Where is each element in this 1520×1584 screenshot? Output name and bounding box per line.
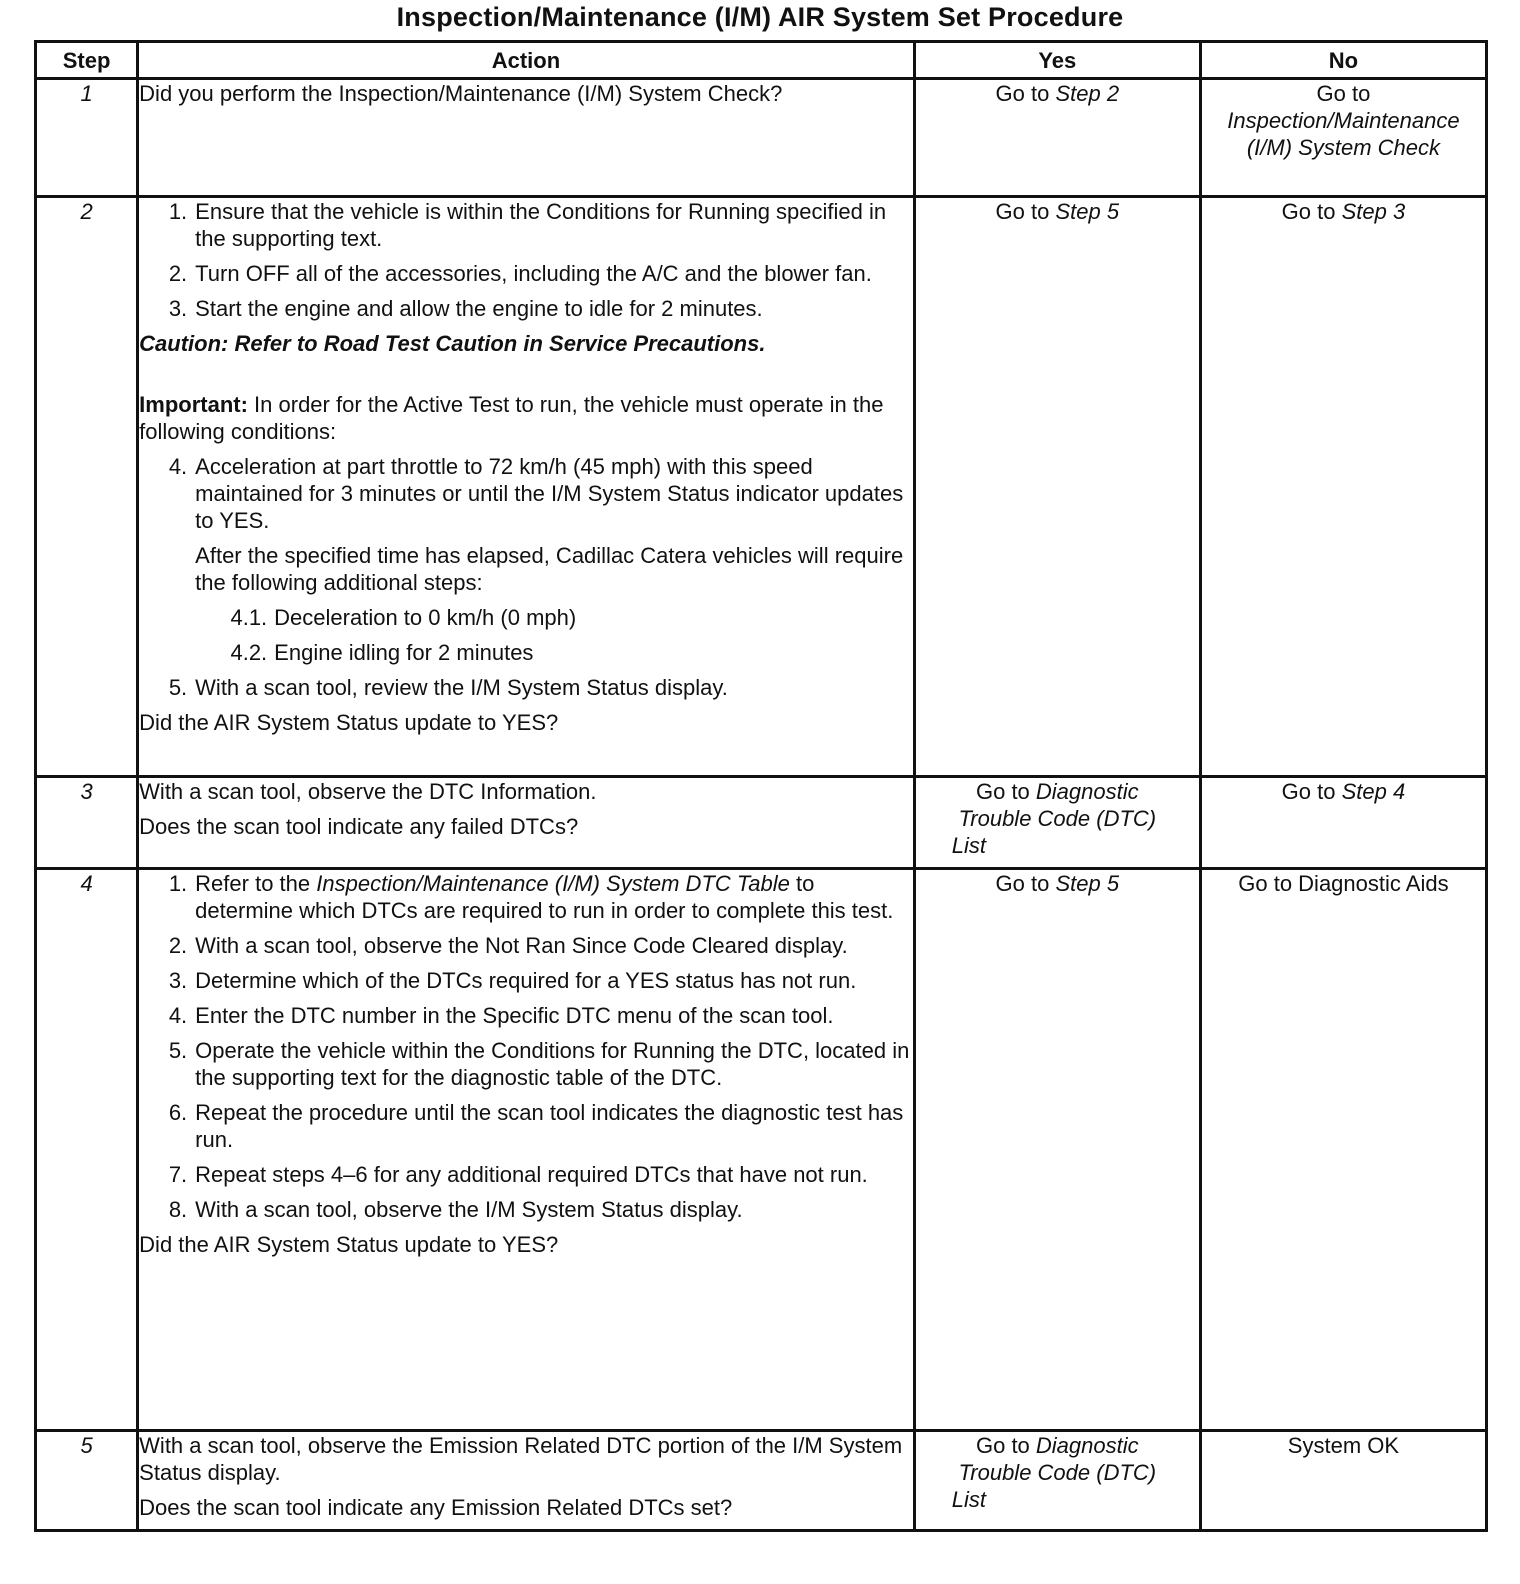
item-text: Engine idling for 2 minutes	[274, 640, 534, 665]
action-cell	[138, 777, 915, 869]
item-text: Refer to the	[195, 871, 317, 896]
list-item	[139, 198, 913, 252]
item-text: to determine which DTCs are required to run in order to complete this test.	[195, 871, 894, 923]
no-prefix: Go to	[1281, 779, 1342, 804]
item-text: Turn OFF all of the accessories, including the A/C and the blower fan.	[195, 261, 872, 286]
list-item	[139, 260, 913, 287]
item-number: 5.	[168, 1038, 188, 1063]
yes-link[interactable]: List	[951, 833, 986, 858]
no-prefix: Go to	[1281, 199, 1342, 224]
action-cell	[138, 79, 915, 197]
yes-cell	[914, 777, 1200, 869]
item-number: 5.	[168, 675, 188, 700]
item-text: Enter the DTC number in the Specific DTC menu of the scan tool.	[195, 1003, 834, 1028]
list-item	[139, 967, 913, 994]
list-item	[139, 604, 913, 631]
no-prefix: Go to	[1316, 81, 1371, 106]
step-list	[139, 198, 913, 322]
item-text: With a scan tool, observe the I/M System Status display.	[195, 1197, 743, 1222]
action-text: With a scan tool, observe the Emission Related DTC portion of the I/M System Status display.	[139, 1433, 903, 1485]
yes-prefix: Go to	[995, 199, 1056, 224]
yes-link[interactable]: Diagnostic	[1035, 779, 1139, 804]
item-number: 2.	[168, 933, 188, 958]
header-step: Step	[36, 42, 138, 79]
item-text: Determine which of the DTCs required for a YES status has not run.	[195, 968, 857, 993]
item-text: Acceleration at part throttle to 72 km/h (45 mph) with this speed maintained for 3 minutes or until the I/M System Status indicator updates to YES.	[195, 454, 904, 533]
yes-link[interactable]: Step 5	[1055, 871, 1120, 896]
list-item	[139, 639, 913, 666]
no-link[interactable]: Step 3	[1341, 199, 1406, 224]
yes-prefix: Go to	[995, 871, 1056, 896]
item-number: 4.1.	[230, 605, 268, 630]
item-number: 6.	[168, 1100, 188, 1125]
item-number: 4.	[168, 454, 188, 479]
table-row	[36, 1431, 1487, 1531]
item-number: 2.	[168, 261, 188, 286]
caution-note: Caution: Refer to Road Test Caution in Service Precautions.	[139, 331, 766, 356]
yes-prefix: Go to	[975, 1433, 1036, 1458]
no-cell	[1200, 79, 1486, 197]
no-cell	[1200, 777, 1486, 869]
important-label: Important:	[139, 392, 248, 417]
item-text: Repeat the procedure until the scan tool indicates the diagnostic test has run.	[195, 1100, 904, 1152]
list-item	[139, 1099, 913, 1153]
action-text: Did you perform the Inspection/Maintenance (I/M) System Check?	[139, 81, 783, 106]
list-item	[139, 1161, 913, 1188]
item-number: 4.	[168, 1003, 188, 1028]
item-text: Deceleration to 0 km/h (0 mph)	[274, 605, 577, 630]
item-number: 7.	[168, 1162, 188, 1187]
item-number: 4.2.	[230, 640, 268, 665]
action-cell	[138, 869, 915, 1431]
no-text: System OK	[1287, 1433, 1400, 1458]
yes-prefix: Go to	[995, 81, 1056, 106]
yes-link[interactable]: Step 5	[1055, 199, 1120, 224]
header-action: Action	[138, 42, 915, 79]
step-number: 3	[36, 777, 138, 869]
no-cell	[1200, 869, 1486, 1431]
no-link[interactable]: Inspection/Maintenance (I/M) System Check	[1227, 108, 1460, 160]
list-item	[139, 295, 913, 322]
no-text[interactable]: Go to Diagnostic Aids	[1238, 871, 1449, 896]
yes-link[interactable]: Diagnostic	[1035, 1433, 1139, 1458]
item-text: Operate the vehicle within the Conditions for Running the DTC, located in the supporting text for the diagnostic table of the DTC.	[195, 1038, 910, 1090]
yes-cell	[914, 197, 1200, 777]
yes-prefix: Go to	[975, 779, 1036, 804]
yes-link[interactable]: Step 2	[1055, 81, 1120, 106]
no-cell	[1200, 197, 1486, 777]
list-item	[139, 932, 913, 959]
item-text: With a scan tool, review the I/M System Status display.	[195, 675, 728, 700]
step-list	[139, 453, 913, 534]
question-text: Does the scan tool indicate any failed DTCs?	[139, 814, 579, 839]
item-text: Start the engine and allow the engine to idle for 2 minutes.	[195, 296, 763, 321]
after-text: After the specified time has elapsed, Cadillac Catera vehicles will require the following additional steps:	[195, 543, 904, 595]
header-no: No	[1200, 42, 1486, 79]
dtc-table-link[interactable]: Inspection/Maintenance (I/M) System DTC Table	[316, 871, 790, 896]
step-number: 5	[36, 1431, 138, 1531]
item-number: 3.	[168, 968, 188, 993]
list-item	[139, 674, 913, 701]
no-cell	[1200, 1431, 1486, 1531]
no-link[interactable]: Step 4	[1341, 779, 1406, 804]
yes-link-group[interactable]	[916, 778, 1199, 859]
item-number: 1.	[168, 199, 188, 224]
yes-link[interactable]: Trouble Code (DTC)	[958, 806, 1157, 831]
question-text: Does the scan tool indicate any Emission Related DTCs set?	[139, 1495, 733, 1520]
important-text: In order for the Active Test to run, the vehicle must operate in the following conditions:	[139, 392, 884, 444]
item-text: Repeat steps 4–6 for any additional required DTCs that have not run.	[195, 1162, 868, 1187]
action-cell	[138, 1431, 915, 1531]
table-row	[36, 79, 1487, 197]
list-item	[139, 1196, 913, 1223]
action-text: With a scan tool, observe the DTC Information.	[139, 779, 597, 804]
step-number: 2	[36, 197, 138, 777]
yes-cell	[914, 1431, 1200, 1531]
list-item	[139, 453, 913, 534]
procedure-table	[34, 40, 1488, 1532]
table-row	[36, 197, 1487, 777]
table-row	[36, 777, 1487, 869]
header-row	[36, 42, 1487, 79]
header-yes: Yes	[914, 42, 1200, 79]
table-row	[36, 869, 1487, 1431]
item-number: 3.	[168, 296, 188, 321]
step-number: 4	[36, 869, 138, 1431]
item-text: With a scan tool, observe the Not Ran Since Code Cleared display.	[195, 933, 848, 958]
list-item	[139, 1037, 913, 1091]
list-item	[139, 870, 913, 924]
yes-cell	[914, 79, 1200, 197]
step-number: 1	[36, 79, 138, 197]
yes-link-group[interactable]	[916, 1432, 1199, 1513]
yes-cell	[914, 869, 1200, 1431]
list-item	[139, 1002, 913, 1029]
action-cell	[138, 197, 915, 777]
item-number: 8.	[168, 1197, 188, 1222]
item-text: Ensure that the vehicle is within the Conditions for Running specified in the supporting text.	[195, 199, 887, 251]
step-list	[139, 870, 913, 1223]
important-note	[139, 391, 913, 445]
page-title: Inspection/Maintenance (I/M) AIR System Set Procedure	[396, 2, 1124, 32]
yes-link[interactable]: Trouble Code (DTC)	[958, 1460, 1157, 1485]
question-text: Did the AIR System Status update to YES?	[139, 710, 559, 735]
sub-step-list	[139, 604, 913, 701]
yes-link[interactable]: List	[951, 1487, 986, 1512]
question-text: Did the AIR System Status update to YES?	[139, 1232, 559, 1257]
item-number: 1.	[168, 871, 188, 896]
